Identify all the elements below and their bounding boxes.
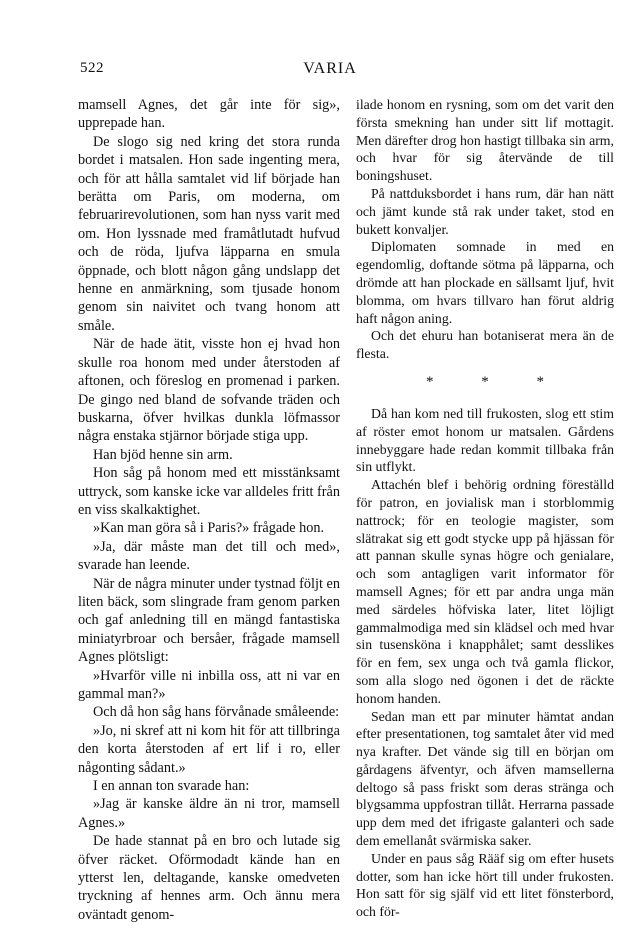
paragraph: När de några minuter under tystnad följt en liten bäck, som slingrade fram genom parken och gaf anledning till en mängd fantastiska miniatyrbroar och bersåer, frågade mamsell Agnes plötsligt: bbox=[78, 575, 340, 666]
running-title: VARIA bbox=[303, 60, 357, 77]
right-column bbox=[356, 96, 614, 921]
paragraph: ilade honom en rysning, som om det varit den första smekning han under sitt lif mottagit. Men därefter drog hon hastigt tillbaka sin arm, och hvar för sig återvände de till boningshuset. bbox=[356, 97, 614, 184]
paragraph: Och då hon såg hans förvånade småleende: bbox=[93, 704, 340, 721]
paragraph: »Jo, ni skref att ni kom hit för att tillbringa den korta återstoden af ert lif i ro, eller någonting sådant.» bbox=[78, 722, 340, 776]
paragraph: Diplomaten somnade in med en egendomlig, doftande sötma på läpparna, och drömde att han plockade en sällsamt ljuf, hvit blomma, om hvars tillvaro han förut aldrig haft någon aning. bbox=[356, 239, 614, 326]
paragraph: Attachén blef i behörig ordning föreställd för patron, en jovialisk man i storblommig nattrock; för en teologie magister, som slätrakat sig ett godt stycke upp på hjässan för att pannan skulle synas högre och genialare, och som antagligen varit informator för mamsell Agnes; för ett par andra unga män med särdeles höfviska later, litet löjligt gammalmodiga med sin klädsel och med hvar sin tusensköna i knapphålet; samt desslikes för en fem, sex unga och två gamla flickor, som alla slogo ned ögonen i det de räckte honom handen. bbox=[356, 477, 614, 706]
paragraph: mamsell Agnes, det går inte för sig», upprepade han. bbox=[78, 97, 340, 132]
paragraph: I en annan ton svarade han: bbox=[93, 778, 250, 795]
paragraph: Sedan man ett par minuter hämtat andan efter presentationen, tog samtalet åter vid med nya krafter. Det vände sig till en början om gårdagens äfventyr, och äfven mamsellerna deltogo så pass friskt som deras stränga och blygsamma uppfostran tillåt. Herrarna passade upp dem med det ifrigaste galanteri och sade dem emellanåt svärmiska saker. bbox=[356, 708, 614, 849]
paragraph: »Kan man göra så i Paris?» frågade hon. bbox=[93, 520, 325, 537]
paragraph: »Hvarför ville ni inbilla oss, att ni var en gammal man?» bbox=[78, 667, 340, 702]
page-number: 522 bbox=[80, 60, 104, 76]
paragraph: Han bjöd henne sin arm. bbox=[93, 446, 233, 463]
paragraph: De slogo sig ned kring det stora runda bordet i matsalen. Hon sade ingenting mera, och för att hålla samtalet vid lif började han berätta om Paris, om moderna, om februarirevolutionen, som han nyss varit med om. Hon lyssnade med framåtlutadt hufvud och de röda, ljufva läpparna en smula öppnade, och blott någon gång undslapp det henne en anmärkning, som tjusade honom genom sin naivitet och tvang honom att småle. bbox=[78, 133, 340, 334]
paragraph: Och det ehuru han botaniserat mera än de flesta. bbox=[356, 328, 614, 362]
paragraph: Då han kom ned till frukosten, slog ett stim af röster emot honom ur matsalen. Gårdens innebyggare hade redan kommit tillbaka från sin utflykt. bbox=[356, 405, 614, 475]
section-separator: * * * bbox=[426, 373, 566, 390]
paragraph: »Jag är kanske äldre än ni tror, mamsell Agnes.» bbox=[78, 796, 340, 831]
page-header bbox=[80, 60, 580, 82]
left-column bbox=[78, 96, 340, 924]
paragraph: Hon såg på honom med ett misstänksamt uttryck, som kanske icke var alldeles fritt från en viss skalkaktighet. bbox=[78, 465, 340, 518]
paragraph: »Ja, där måste man det till och med», svarade han leende. bbox=[78, 538, 340, 574]
paragraph: De hade stannat på en bro och lutade sig öfver räcket. Oförmodadt kände han en ytterst len, deltagande, kanske omedveten tryckning af hennes arm. Och ännu mera oväntadt genom- bbox=[78, 833, 340, 923]
paragraph: När de hade ätit, visste hon ej hvad hon skulle roa honom med under återstoden af aftonen, och föreslog en promenad i parken. De gingo ned bland de sofvande träden och buskarna, öfver hvilkas dunkla löfmassor några enstaka stjärnor började stiga upp. bbox=[78, 336, 340, 445]
paragraph: Under en paus såg Rääf sig om efter husets dotter, som han icke hört till under frukosten. Hon satt för sig själf vid ett litet fönsterbord, och för- bbox=[356, 850, 614, 920]
paragraph: På nattduksbordet i hans rum, där han nätt och jämt kunde stå rak under taket, stod en bukett konvaljer. bbox=[356, 185, 614, 237]
